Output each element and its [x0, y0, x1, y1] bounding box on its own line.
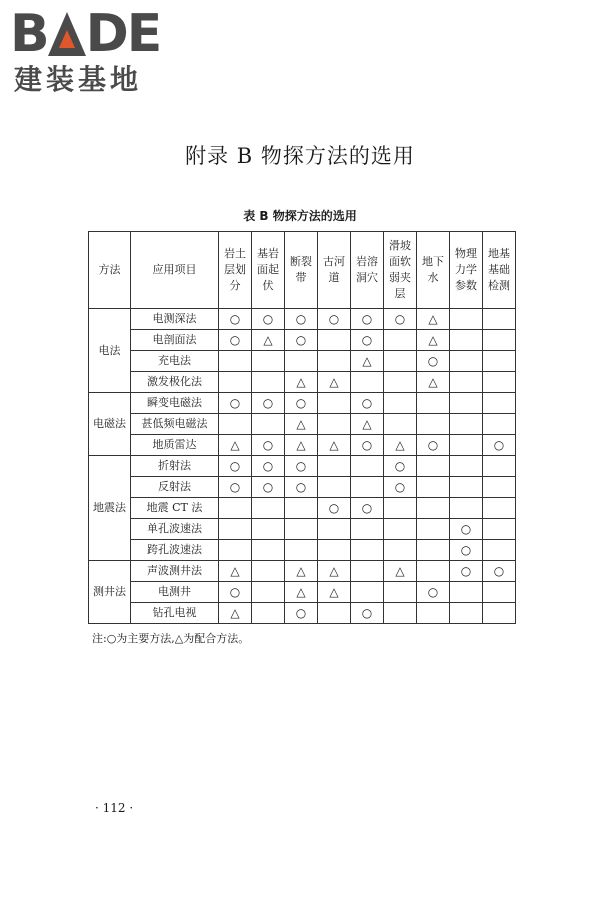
suitability-mark	[417, 561, 450, 582]
method-category: 测井法	[89, 561, 131, 624]
application-item: 折射法	[131, 456, 219, 477]
column-header: 地下 水	[417, 232, 450, 309]
suitability-mark	[318, 519, 351, 540]
suitability-mark	[318, 414, 351, 435]
suitability-mark: ○	[285, 309, 318, 330]
suitability-mark	[384, 540, 417, 561]
suitability-mark	[417, 393, 450, 414]
suitability-mark	[483, 309, 516, 330]
suitability-mark	[252, 603, 285, 624]
suitability-mark	[318, 603, 351, 624]
suitability-mark	[450, 351, 483, 372]
suitability-mark: ○	[450, 519, 483, 540]
suitability-mark	[351, 540, 384, 561]
table-row	[89, 414, 516, 435]
suitability-mark: △	[417, 372, 450, 393]
suitability-mark	[450, 477, 483, 498]
suitability-mark: ○	[450, 561, 483, 582]
suitability-mark: △	[252, 330, 285, 351]
suitability-mark	[318, 330, 351, 351]
table-row	[89, 582, 516, 603]
method-category: 电法	[89, 309, 131, 393]
suitability-mark: ○	[219, 477, 252, 498]
suitability-mark	[219, 351, 252, 372]
suitability-mark	[450, 330, 483, 351]
suitability-mark: △	[219, 561, 252, 582]
suitability-mark	[450, 456, 483, 477]
table-row	[89, 456, 516, 477]
suitability-mark	[417, 414, 450, 435]
suitability-mark: ○	[450, 540, 483, 561]
suitability-mark	[351, 582, 384, 603]
suitability-mark	[483, 393, 516, 414]
bade-logo	[10, 6, 175, 98]
application-item: 反射法	[131, 477, 219, 498]
suitability-mark	[417, 603, 450, 624]
suitability-mark: ○	[384, 456, 417, 477]
suitability-mark	[252, 582, 285, 603]
suitability-mark	[384, 372, 417, 393]
logo-a-triangle-icon	[48, 12, 86, 56]
suitability-mark: △	[351, 414, 384, 435]
suitability-mark: ○	[384, 309, 417, 330]
suitability-mark	[318, 393, 351, 414]
suitability-mark	[450, 309, 483, 330]
logo-a-mark	[48, 6, 86, 62]
suitability-mark	[483, 540, 516, 561]
suitability-mark	[252, 519, 285, 540]
suitability-mark	[252, 540, 285, 561]
suitability-mark	[384, 414, 417, 435]
suitability-mark: ○	[351, 603, 384, 624]
suitability-mark	[450, 414, 483, 435]
suitability-mark: ○	[252, 309, 285, 330]
suitability-mark	[351, 372, 384, 393]
suitability-mark: △	[285, 435, 318, 456]
table-note: 注:○为主要方法,△为配合方法。	[92, 632, 250, 645]
suitability-mark: ○	[285, 393, 318, 414]
suitability-mark	[450, 372, 483, 393]
application-item: 充电法	[131, 351, 219, 372]
suitability-mark	[483, 603, 516, 624]
table-row	[89, 309, 516, 330]
suitability-mark	[483, 477, 516, 498]
column-header: 岩溶 洞穴	[351, 232, 384, 309]
column-header: 物理 力学 参数	[450, 232, 483, 309]
suitability-mark	[384, 330, 417, 351]
suitability-mark: ○	[351, 309, 384, 330]
suitability-mark: ○	[384, 477, 417, 498]
suitability-mark: ○	[318, 498, 351, 519]
suitability-mark	[219, 519, 252, 540]
application-item: 激发极化法	[131, 372, 219, 393]
suitability-mark	[417, 498, 450, 519]
application-item: 跨孔波速法	[131, 540, 219, 561]
suitability-mark	[219, 540, 252, 561]
suitability-mark	[384, 498, 417, 519]
suitability-mark: ○	[351, 330, 384, 351]
application-item: 地震 CT 法	[131, 498, 219, 519]
suitability-mark	[384, 393, 417, 414]
suitability-mark: ○	[219, 393, 252, 414]
suitability-mark	[417, 519, 450, 540]
suitability-mark	[351, 456, 384, 477]
header-method: 方法	[89, 232, 131, 309]
suitability-mark: △	[384, 561, 417, 582]
table-row	[89, 603, 516, 624]
column-header: 岩土 层划 分	[219, 232, 252, 309]
column-header: 滑坡 面软 弱夹层	[384, 232, 417, 309]
method-category: 地震法	[89, 456, 131, 561]
table-row	[89, 351, 516, 372]
suitability-mark: ○	[351, 498, 384, 519]
suitability-mark: ○	[219, 582, 252, 603]
suitability-mark: ○	[417, 582, 450, 603]
suitability-mark: ○	[285, 477, 318, 498]
table-row	[89, 393, 516, 414]
suitability-mark	[252, 372, 285, 393]
header-item: 应用项目	[131, 232, 219, 309]
suitability-mark	[483, 456, 516, 477]
suitability-mark: ○	[318, 309, 351, 330]
application-item: 钻孔电视	[131, 603, 219, 624]
suitability-mark: ○	[417, 351, 450, 372]
suitability-mark: ○	[483, 561, 516, 582]
suitability-mark	[417, 540, 450, 561]
suitability-mark: △	[285, 582, 318, 603]
column-header: 断裂 带	[285, 232, 318, 309]
table-row	[89, 498, 516, 519]
suitability-mark: ○	[252, 456, 285, 477]
suitability-mark: ○	[252, 477, 285, 498]
column-header: 地基 基础 检测	[483, 232, 516, 309]
suitability-mark	[384, 519, 417, 540]
suitability-mark: ○	[252, 435, 285, 456]
appendix-title: 附录 B 物探方法的选用	[185, 144, 415, 168]
suitability-mark: △	[318, 372, 351, 393]
suitability-mark	[351, 519, 384, 540]
application-item: 电测井	[131, 582, 219, 603]
suitability-mark: ○	[219, 330, 252, 351]
methods-table	[88, 231, 516, 624]
column-header: 古河 道	[318, 232, 351, 309]
suitability-mark	[351, 477, 384, 498]
suitability-mark: △	[285, 561, 318, 582]
suitability-mark	[483, 582, 516, 603]
suitability-mark	[483, 351, 516, 372]
suitability-mark	[285, 540, 318, 561]
application-item: 电剖面法	[131, 330, 219, 351]
application-item: 电测深法	[131, 309, 219, 330]
suitability-mark	[252, 498, 285, 519]
application-item: 瞬变电磁法	[131, 393, 219, 414]
suitability-mark	[219, 498, 252, 519]
suitability-mark	[318, 351, 351, 372]
table-row	[89, 477, 516, 498]
table-row	[89, 519, 516, 540]
method-category: 电磁法	[89, 393, 131, 456]
application-item: 甚低频电磁法	[131, 414, 219, 435]
logo-brand-pre: B	[10, 4, 48, 64]
suitability-mark: △	[417, 309, 450, 330]
suitability-mark	[384, 603, 417, 624]
suitability-mark	[450, 393, 483, 414]
suitability-mark: △	[318, 582, 351, 603]
suitability-mark	[384, 351, 417, 372]
suitability-mark: △	[318, 435, 351, 456]
table-caption: 表 B 物探方法的选用	[243, 209, 357, 223]
application-item: 单孔波速法	[131, 519, 219, 540]
suitability-mark	[351, 561, 384, 582]
suitability-mark: ○	[351, 435, 384, 456]
suitability-mark: ○	[285, 456, 318, 477]
suitability-mark	[285, 519, 318, 540]
suitability-mark	[417, 456, 450, 477]
page-number: · 112 ·	[95, 801, 134, 815]
table-header-row	[89, 232, 516, 309]
table-row	[89, 561, 516, 582]
logo-brand-post: DE	[85, 4, 161, 64]
suitability-mark: △	[351, 351, 384, 372]
suitability-mark: ○	[219, 309, 252, 330]
suitability-mark	[450, 603, 483, 624]
suitability-mark	[219, 372, 252, 393]
column-header: 基岩 面起 伏	[252, 232, 285, 309]
suitability-mark: ○	[252, 393, 285, 414]
suitability-mark	[483, 372, 516, 393]
suitability-mark	[318, 540, 351, 561]
logo-subtitle: 建装基地	[14, 63, 143, 96]
suitability-mark	[450, 582, 483, 603]
table-row	[89, 372, 516, 393]
suitability-mark: ○	[483, 435, 516, 456]
suitability-mark: ○	[285, 330, 318, 351]
suitability-mark	[417, 477, 450, 498]
table-body	[89, 309, 516, 624]
table-row	[89, 435, 516, 456]
suitability-mark	[252, 561, 285, 582]
suitability-mark	[483, 330, 516, 351]
table-row	[89, 540, 516, 561]
suitability-mark	[384, 582, 417, 603]
suitability-mark	[483, 519, 516, 540]
suitability-mark	[318, 477, 351, 498]
suitability-mark: ○	[219, 456, 252, 477]
suitability-mark: △	[285, 372, 318, 393]
application-item: 声波测井法	[131, 561, 219, 582]
suitability-mark	[219, 414, 252, 435]
suitability-mark: △	[285, 414, 318, 435]
suitability-mark: ○	[417, 435, 450, 456]
suitability-mark: △	[219, 603, 252, 624]
application-item: 地质雷达	[131, 435, 219, 456]
suitability-mark	[450, 498, 483, 519]
suitability-mark: ○	[351, 393, 384, 414]
suitability-mark	[252, 351, 285, 372]
suitability-mark	[450, 435, 483, 456]
suitability-mark: △	[318, 561, 351, 582]
logo-brand	[10, 6, 160, 62]
suitability-mark	[285, 351, 318, 372]
suitability-mark	[285, 498, 318, 519]
table-row	[89, 330, 516, 351]
suitability-mark: ○	[285, 603, 318, 624]
suitability-mark: △	[219, 435, 252, 456]
suitability-mark	[252, 414, 285, 435]
suitability-mark: △	[384, 435, 417, 456]
suitability-mark	[483, 498, 516, 519]
suitability-mark	[318, 456, 351, 477]
suitability-mark: △	[417, 330, 450, 351]
suitability-mark	[483, 414, 516, 435]
